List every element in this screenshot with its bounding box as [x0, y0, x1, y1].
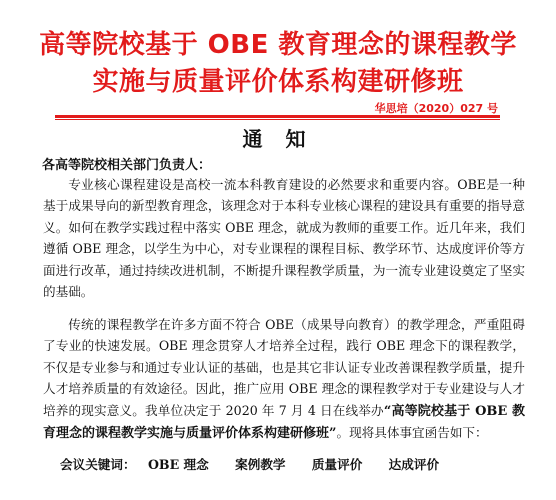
document-number: 华思培（2020）027 号 — [374, 102, 498, 115]
paragraph-background-text: 传统的课程教学在许多方面不符合 OBE（成果导向教育）的教学理念，严重阻碍了专业的快速发展。OBE 理念贯穿人才培养全过程，践行 OBE 理念下的课程教学，不仅是专业参与和通过专业认证的基础，也是其它非认证专业改善课程教学质量，提升人才培养质量的有效途径。因此，推广应用 OBE 理念的课程教学对于专业建设与人才培养的现实意义。我单位决定于 2020 年 7 月 4 日在线举办 — [43, 317, 525, 418]
keywords-label: 会议关键词： — [60, 457, 136, 472]
paragraph-background-closing: 。现将具体事宜函告如下： — [336, 425, 488, 441]
banner-title-line1: 高等院校基于 OBE 教育理念的课程教学 — [39, 30, 517, 60]
course-title-quote: “高等院校基于 OBE 教育理念的课程教学实施与质量评价体系构建研修班” — [43, 403, 525, 442]
notice-title: 通 知 — [242, 127, 314, 151]
keyword-item: 达成评价 — [388, 457, 440, 472]
keywords-line — [60, 454, 461, 473]
paragraph-background — [43, 314, 525, 444]
paragraph-intro: 专业核心课程建设是高校一流本科教育建设的必然要求和重要内容。OBE是一种基于成果导向的新型教育理念，该理念对于本科专业核心课程的建设具有重要的指导意义。如何在教学实践过程中落实 OBE 理念，就成为教师的重要工作。近几年来，我们遵循 OBE 理念，以学生为中心，对专业课程的课程目标、教学环节、达成度评价等方面进行改革，通过持续改进机制，不断提升课程教学质量，为一流专业建设奠定了坚实的基础。 — [43, 177, 525, 300]
keyword-item: OBE 理念 — [147, 457, 209, 472]
red-divider-thick — [55, 115, 500, 118]
banner-title-line2: 实施与质量评价体系构建研修班 — [92, 67, 464, 97]
salutation: 各高等院校相关部门负责人： — [42, 158, 212, 173]
keyword-item: 质量评价 — [311, 457, 363, 472]
keyword-item: 案例教学 — [235, 457, 286, 472]
red-divider-thin — [55, 119, 500, 120]
